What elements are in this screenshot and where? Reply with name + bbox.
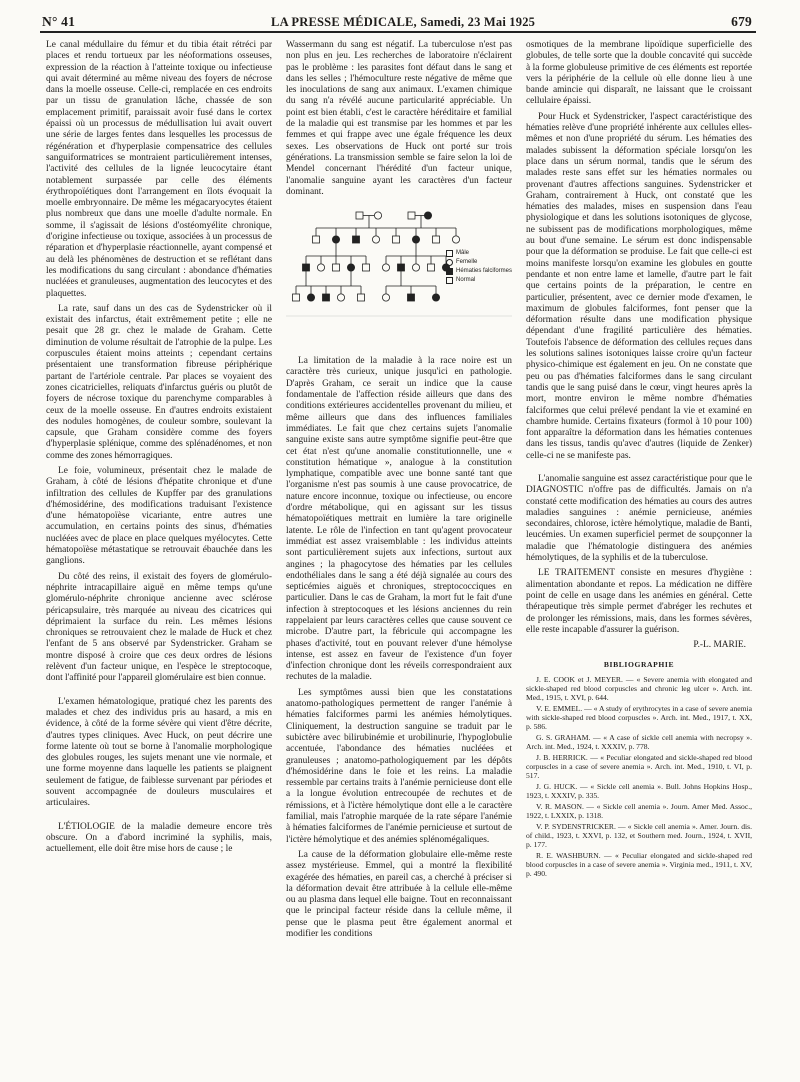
reference: G. S. GRAHAM. — « A case of sickle cell anemia with necropsy ». Arch. int. Med., 1924, t. XXXIV, p. 778. xyxy=(526,732,752,751)
reference: V. E. EMMEL. — « A study of erythrocytes in a case of severe anemia with sickle-shaped red blood corpuscles ». Arch. int. Med., 1917, t. XX, p. 586. xyxy=(526,703,752,731)
running-header xyxy=(42,4,752,30)
pedigree-figure xyxy=(286,204,512,346)
column-2 xyxy=(286,40,512,1070)
author-signature: P.-L. MARIE. xyxy=(693,640,746,651)
issue-number: N° 41 xyxy=(42,14,76,29)
pedigree-male xyxy=(408,212,415,219)
journal-title: LA PRESSE MÉDICALE, Samedi, 23 Mai 1925 xyxy=(271,15,536,29)
paragraph: Le canal médullaire du fémur et du tibia était rétréci par places et rendu tortueux par les néoformations osseuses, expression de la réaction à l'atteinte toxique ou infectieuse qui avait déterminé au même niveau des foyers de nécrose dans la moelle osseuse. Celle-ci, remplacée en ces endroits par un tissu de granulation lâche, chassée de son emplacement primitif, paraissait avoir fusé dans le cortex épaissi où un processus de médullisation lui avait ouvert une série de larges fentes dans lesquelles les processus de régénération et d'hyperplasie compensatrice des cellules sanguiformatrices se montraient particulièrement intenses, l'activité des cellules de la lignée leucocytaire étant notablement surpassée par celle des éléments érythropoïétiques dont l'arrangement en îlots évoquait la moelle embryonnaire. De même les mégacaryocytes étaient plus nombreux que dans une moelle d'adulte normale. En somme, il s'agissait de lésions d'ostéomyélite chronique, d'origine infectieuse ou toxique, associées à un processus de réparation et d'hyperplasie réactionnelle, ayant compensé et au delà les phénomènes de destruction et se reflétant dans les modifications du sang circulant : abondance d'hématies nucléées et granuleuses, augmentation des leucocytes et des plaquettes. xyxy=(46,40,272,299)
reference: R. E. WASHBURN. — « Peculiar elongated and sickle-shaped red blood corpuscles in a case of severe anemia ». Virginia med., 1911, t. XV, p. 490. xyxy=(526,850,752,878)
pedigree-female xyxy=(374,212,381,219)
empty-square-icon xyxy=(446,277,453,284)
legend-item-affected: Hématies falciformes xyxy=(446,268,512,275)
reference: J. B. HERRICK. — « Peculiar elongated and sickle-shaped red blood corpuscles in a case of severe anemia ». Arch. int. Med., 1910, t. VI, p. 517. xyxy=(526,752,752,780)
paragraph: La limitation de la maladie à la race noire est un caractère très curieux, unique jusqu'ici en pathologie. D'après Graham, ce serait un indice que la cause fondamentale de l'affection réside ailleurs que dans des conditions extérieures accidentelles provenant du milieu, et même ailleurs que dans des influences familiales immédiates. Le fait que chez certains sujets l'anomalie sanguine existe sans autre symptôme signifie peut-être que cet état n'est qu'une anomalie constitutionnelle, une « constitution hématique », analogue à la constitution lymphatique, compatible avec une bonne santé tant que l'organisme n'est pas soumis à une cause provocatrice, de nature encore inconnue, toxique ou infectieuse, ou encore d'ordre métabolique, qui en agissant sur les tissus hématopoïétiques mettrait en lumière la tare originelle latente. Le rôle de l'infection en tant qu'agent provocateur immédiat est assez vraisemblable : les individus atteints sont particulièrement sujets aux infections, surtout aux angines ; la phagocytose des hématies par les cellules endothéliales dans le sang a été déjà signalée au cours des septicémies aiguës et chroniques, streptococciques en particulier. Dans le cas de Graham, la mort fut le fait d'une infection à streptocoques et les lésions anciennes du rein rappelaient par leurs caractères celles que cause souvent ce microbe. D'autre part, la fébricule qui accompagne les phases d'activité, tout en pouvant relever d'une hémolyse intense, est assez en faveur de l'existence d'un foyer d'infection chronique dont les réveils correspondraient aux rechutes de la maladie. xyxy=(286,356,512,683)
paragraph: Wassermann du sang est négatif. La tuberculose n'est pas non plus en jeu. Les recherches de laboratoire n'éclairent pas le problème : les parasites font défaut dans le sang et dans les selles ; l'hémoculture reste négative de même que les inoculations de sang aux animaux. L'examen chimique du sang n'a révélé aucune particularité appréciable. Un point est bien établi, c'est le caractère héréditaire et familial de la maladie qui est transmise par les hommes et par les femmes et qui frappe avec une égale fréquence les deux sexes. Les observations de Huck ont porté sur trois générations. La transmission semble se faire selon la loi de Mendel concernant l'hérédité d'un facteur unique, l'anomalie sanguine ayant les caractères d'un facteur dominant. xyxy=(286,40,512,197)
legend-item-normal: Normal xyxy=(446,277,512,284)
bibliography-heading: BIBLIOGRAPHIE xyxy=(603,660,675,670)
paragraph: Du côté des reins, il existait des foyers de glomérulo-néphrite intracapillaire aiguë en même temps qu'une glomérulo-néphrite chronique ancienne avec sclérose péricapsulaire, très marquée au niveau des cicatrices qui déprimaient la surface du rein. Les mêmes lésions chroniques se retrouvaient chez le malade de Huck et chez l'enfant de 5 ans observé par Sydenstricker. Graham se montre disposé à croire que ces deux ordres de lésions relèvent d'un facteur unique, en l'espèce le streptocoque, dont l'affinité pour l'appareil glomérulaire est bien connue. xyxy=(46,571,272,684)
legend-item-female: Femelle xyxy=(446,259,512,266)
square-icon xyxy=(446,250,453,257)
paragraph: Les symptômes aussi bien que les constatations anatomo-pathologiques permettent de ranger l'anémie à hématies falciformes parmi les anémies hémolytiques. Cliniquement, la destruction sanguine se traduit par le subictère avec bilirubinémie et urobilinurie, l'hypoglobulie accentuée, l'abondance des hématies nucléées et granuleuses ; anatomo-pathologiquement par les dépôts d'hémosidérine dans le foie et les reins. La maladie ressemble par certains traits à l'anémie pernicieuse dont elle a la longue évolution entrecoupée de rechutes et de rémissions, et à l'ictère hémolytique dont elle a le caractère familial, mais l'atrophie marquée de la rate sépare l'anémie à hématies falciformes de l'anémie pernicieuse et surtout de l'ictère hémolytique et des anémies splénomégaliques. xyxy=(286,687,512,845)
paragraph: Pour Huck et Sydenstricker, l'aspect caractéristique des hématies relève d'une propriété inhérente aux cellules elles-mêmes et non d'une propriété du sérum. Les hématies des malades subissent la déformation spéciale lorsqu'on les place dans un sérum normal, tandis que le sérum des malades reste sans effet sur les hématies normales ou provenant d'autres affections sanguines. Sydenstricker et Graham, contrairement à Huck, ont constaté que les hématies des malades, mises en suspension dans l'eau physiologique et dans les solutions isotoniques de glycose, ne subissent pas de modifications morphologiques, même au bout d'une semaine. Le sérum est donc indispensable pour que la déformation se produise. Le fait que celle-ci est moins manifeste lorsqu'on examine les globules en goutte pendante et non entre lame et lamelle, d'autre part le fait que certains points de la préparation, le centre en particulier, présentent, avec ce dernier mode d'examen, le maximum de globules falciformes, font penser que la déformation résulte dans une modification physique dépendant d'une fragilité particulière des hématies. Toutefois l'absence de déformation des cellules reçues dans les solutions salines isotoniques laisse croire qu'un facteur physico-chimique est également en jeu. On ne constate que peu ou pas d'hématies falciformes dans le sang circulant tandis que le sang puisé dans le cœur, vingt heures après la mort, montre environ le même nombre d'hématies falciformes que celui prélevé pendant la vie et examiné en chambre humide. Certains fixateurs (formol à 10 pour 100) font apparaître la déformation dans les hématies contenues dans les tissus, tandis qu'avec d'autres (liquide de Zenker) celle-ci ne se manifeste pas. xyxy=(526,111,752,461)
pedigree-legend xyxy=(446,250,512,286)
paragraph: La cause de la déformation globulaire elle-même reste assez mystérieuse. Emmel, qui a montré la flexibilité exagérée des hématies, en pareil cas, a cherché à préciser si la déformation devait être attribuée à la cellule elle-même ou au plasma dans lequel elle baigne. Tout en reconnaissant que le principal facteur réside dans la cellule même, il pense que le plasma peut être également anormal et modifier les conditions xyxy=(286,849,512,939)
paragraph: L'examen hématologique, pratiqué chez les parents des malades et chez des individus pris au hasard, a mis en évidence, à côté de la forme sévère qui vient d'être décrite, d'autres types cliniques. Avec Huck, on peut décrire une forme latente où tout se borne à l'anomalie morphologique des globules rouges, les sujets menant une vie normale, et une forme moyenne dans laquelle les patients se plaignent seulement de fatigue, de faiblesse survenant par périodes et souvent accompagnée de douleurs musculaires et articulaires. xyxy=(46,696,272,809)
filled-square-icon xyxy=(446,268,453,275)
header-rule xyxy=(40,31,756,33)
paragraph: La rate, sauf dans un des cas de Sydenstricker où il existait des infarctus, était extrêmement petite ; elle ne pesait que 28 gr. chez le malade de Graham. Cette diminution de volume résultait de l'atrophie de la pulpe. Les corpuscules étaient moins atteints ; cependant certains présentaient une transformation fibreuse périphérique partant de l'artériole centrale. Par places se voyaient des zones cicatricielles, reliquats d'infarctus guéris ou plutôt de foyers de nécrose toxique du parenchyme comparables à ceux de la moelle osseuse. En d'autres endroits existaient des nodules homogènes, de couleur sombre, soulevant la capsule, que Graham considère comme des foyers d'hyperplasie splénique, comme des splénadénomes, et non comme des zones hémorragiques. xyxy=(46,303,272,461)
paragraph: LE TRAITEMENT consiste en mesures d'hygiène : alimentation abondante et repos. La médication ne diffère point de celle en usage dans les anémies en général. Cette thérapeutique très simple permet d'abréger les rechutes et de prolonger les rémissions, mais, dans les formes sévères, elle reste incapable d'assurer la guérison. xyxy=(526,568,752,635)
column-3 xyxy=(526,40,752,1070)
paragraph: L'ÉTIOLOGIE de la maladie demeure encore très obscure. On a d'abord incriminé la syphilis, mais, actuellement, elle doit être mise hors de cause ; le xyxy=(46,821,272,855)
reference: V. R. MASON. — « Sickle cell anemia ». Journ. Amer Med. Assoc., 1922, t. LXXIX, p. 1318. xyxy=(526,801,752,820)
paragraph: L'anomalie sanguine est assez caractéristique pour que le DIAGNOSTIC n'offre pas de difficultés. Jamais on n'a constaté cette modification des hématies au cours des autres maladies sanguines : anémie pernicieuse, anémies secondaires, chlorose, ictère hémolytique, maladie de Banti, leucémies. Un examen superficiel permet de soupçonner la maladie que l'hématologie distinguera des anémies hémolytiques, de la syphilis et de la tuberculose. xyxy=(526,473,752,564)
column-1 xyxy=(46,40,272,1070)
reference: J. E. COOK et J. MEYER. — « Severe anemia with elongated and sickle-shaped red blood corpuscles and chronic leg ulcer ». Arch. int. Med., 1915, t. XVI, p. 644. xyxy=(526,674,752,702)
legend-item-male: Mâle xyxy=(446,250,512,257)
bibliography xyxy=(526,675,752,878)
paragraph: osmotiques de la membrane lipoïdique superficielle des globules, de telle sorte que la double concavité qui succède à la forme globuleuse primitive de ces éléments est reportée vers la périphérie de la cellule où elle donne lieu à une bande amincie qui disparaît, ne laissant que le croissant cellulaire épaissi. xyxy=(526,40,752,107)
pedigree-female-affected xyxy=(424,212,431,219)
reference: J. G. HUCK. — « Sickle cell anemia ». Bull. Johns Hopkins Hosp., 1923, t. XXXIV, p. 335. xyxy=(526,781,752,800)
reference: V. P. SYDENSTRICKER. — « Sickle cell anemia ». Amer. Journ. dis. of child., 1923, t. XXVI, p. 132, et Southern med. Journ., 1924, t. XVII, p. 177. xyxy=(526,821,752,849)
page-number: 679 xyxy=(731,14,752,29)
circle-icon xyxy=(446,259,453,266)
pedigree-male xyxy=(356,212,363,219)
paragraph: Le foie, volumineux, présentait chez le malade de Graham, à côté de lésions d'hépatite chronique et d'une infiltration des cellules de Kupffer par des granulations d'hémosidérine, des modifications traduisant l'existence d'une hématopoïèse vicariante, entre autres une accumulation, en certains points des sinus, d'hématies nucléées avec de place en place quelques myélocytes. Cette hématopoïèse métastatique se retrouvait ébauchée dans les ganglions. xyxy=(46,465,272,567)
